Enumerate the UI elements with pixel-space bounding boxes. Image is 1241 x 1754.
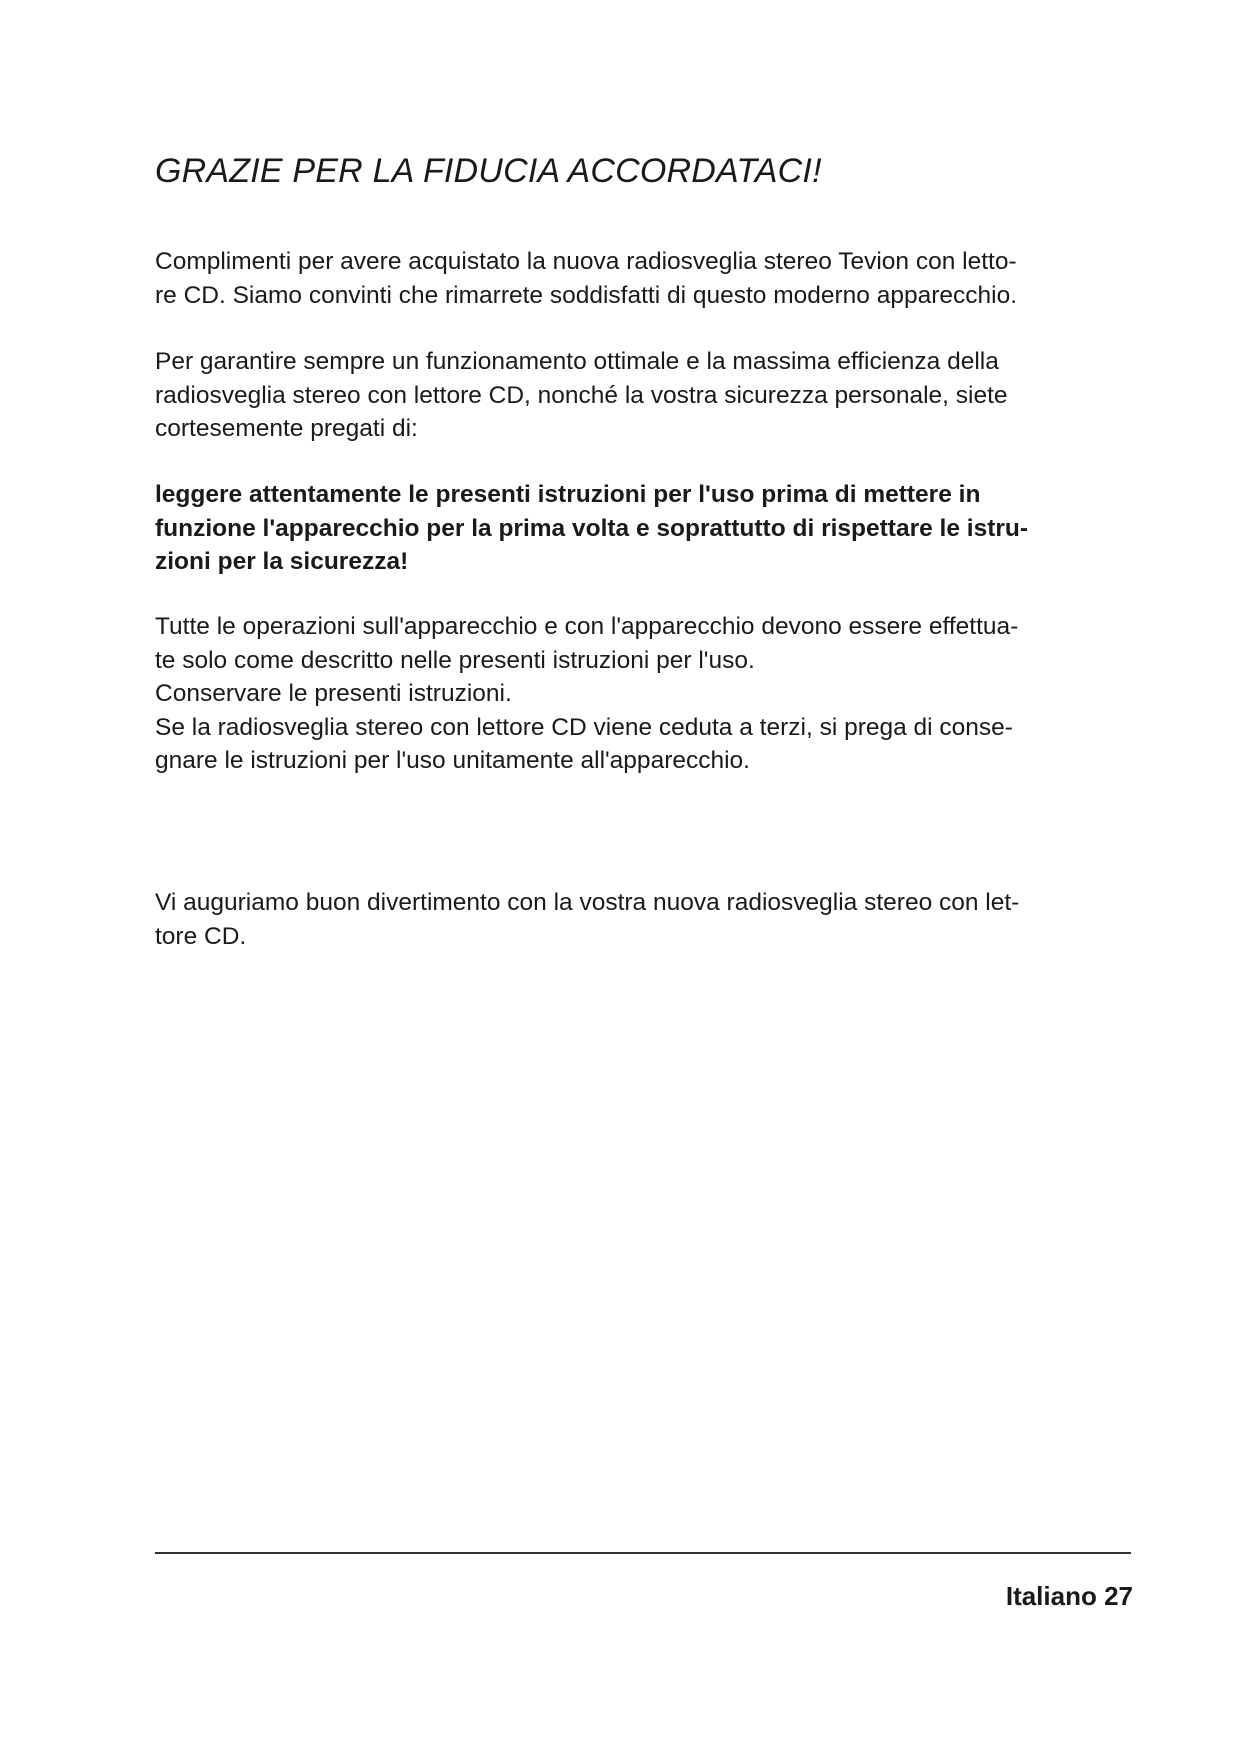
closing-paragraph <box>155 886 1135 953</box>
operations-line: Se la radiosveglia stereo con lettore CD viene ceduta a terzi, si prega di conse- <box>155 713 1013 741</box>
warning-line: funzione l'apparecchio per la prima volta e soprattutto di rispettare le istru- <box>155 514 1029 542</box>
page-title: GRAZIE PER LA FIDUCIA ACCORDATACI! <box>155 152 822 190</box>
intro-line: re CD. Siamo convinti che rimarrete soddisfatti di questo moderno apparecchio. <box>155 281 1017 309</box>
warning-line: zioni per la sicurezza! <box>155 548 409 575</box>
closing-line: tore CD. <box>155 922 247 950</box>
guarantee-line: radiosveglia stereo con lettore CD, nonché la vostra sicurezza personale, siete <box>155 381 1008 409</box>
operations-line: te solo come descritto nelle presenti istruzioni per l'uso. <box>155 646 755 674</box>
guarantee-line: cortesemente pregati di: <box>155 415 418 442</box>
operations-paragraph <box>155 610 1135 778</box>
guarantee-line: Per garantire sempre un funzionamento ottimale e la massima efficienza della <box>155 348 999 375</box>
closing-line: Vi auguriamo buon divertimento con la vostra nuova radiosveglia stereo con let- <box>155 889 1020 916</box>
operations-line: gnare le istruzioni per l'uso unitamente all'apparecchio. <box>155 747 750 774</box>
intro-line: Complimenti per avere acquistato la nuova radiosveglia stereo Tevion con letto- <box>155 248 1017 275</box>
page-number-label: Italiano 27 <box>1005 1581 1133 1611</box>
footer-divider <box>155 1552 1131 1554</box>
intro-paragraph <box>155 245 1135 312</box>
guarantee-paragraph <box>155 345 1135 446</box>
operations-line: Tutte le operazioni sull'apparecchio e con l'apparecchio devono essere effettua- <box>155 613 1019 640</box>
warning-paragraph <box>155 478 1135 579</box>
warning-line: leggere attentamente le presenti istruzioni per l'uso prima di mettere in <box>155 481 981 508</box>
operations-line: Conservare le presenti istruzioni. <box>155 680 512 707</box>
